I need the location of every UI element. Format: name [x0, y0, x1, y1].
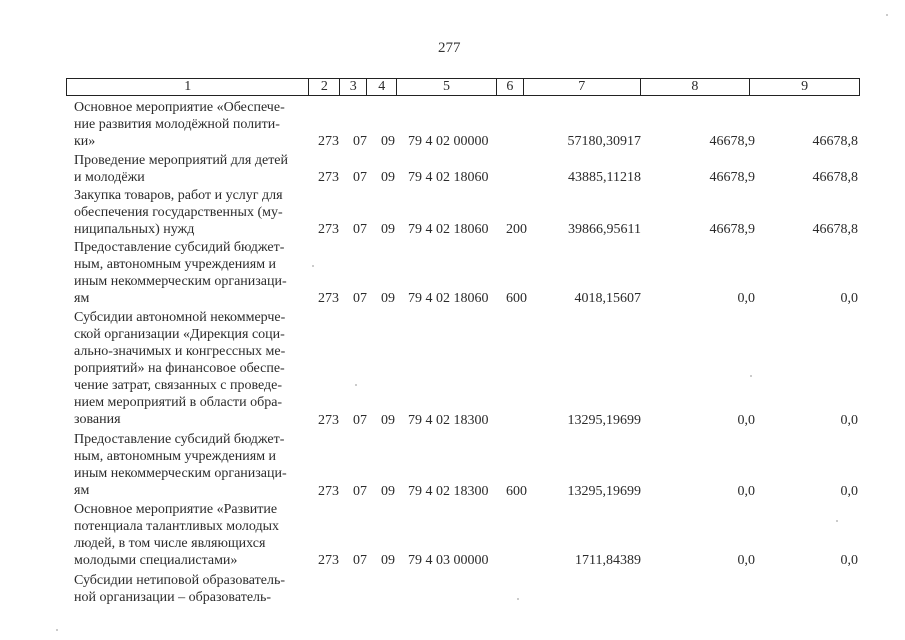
- cell-col-8: 46678,9: [709, 134, 755, 149]
- table-row-description: [74, 187, 310, 238]
- cell-col-3: 07: [353, 484, 367, 499]
- cell-col-9: 46678,8: [812, 222, 858, 237]
- description-line: ным, автономным учреждениям и: [74, 257, 277, 272]
- cell-col-9: 46678,8: [812, 170, 858, 185]
- cell-col-2: 273: [318, 134, 339, 149]
- cell-col-5: 79 4 03 00000: [408, 553, 489, 568]
- cell-col-2: 273: [318, 413, 339, 428]
- description-line: ной организации – образователь-: [74, 590, 272, 605]
- cell-col-4: 09: [381, 291, 395, 306]
- header-col-1: 1: [67, 79, 309, 95]
- description-line: зования: [74, 412, 121, 427]
- cell-col-9: 0,0: [840, 484, 858, 499]
- table-row-description: [74, 239, 310, 307]
- table-row-description: [74, 99, 310, 150]
- cell-col-2: 273: [318, 553, 339, 568]
- header-col-8: 8: [641, 79, 751, 95]
- description-line: Основное мероприятие «Развитие: [74, 502, 278, 517]
- header-col-7: 7: [524, 79, 641, 95]
- header-col-9: 9: [801, 79, 809, 94]
- cell-col-7: 13295,19699: [567, 413, 641, 428]
- table-row-description: [74, 572, 310, 606]
- cell-col-8: 46678,9: [709, 170, 755, 185]
- cell-col-7: 4018,15607: [574, 291, 641, 306]
- cell-col-3: 07: [353, 291, 367, 306]
- cell-col-4: 09: [381, 170, 395, 185]
- description-line: Субсидии автономной некоммерче-: [74, 310, 286, 325]
- cell-col-2: 273: [318, 170, 339, 185]
- cell-col-8: 0,0: [737, 291, 755, 306]
- scan-speck: [836, 520, 838, 522]
- cell-col-8: 46678,9: [709, 222, 755, 237]
- cell-col-9: 0,0: [840, 553, 858, 568]
- description-line: ным, автономным учреждениям и: [74, 449, 277, 464]
- cell-col-7: 1711,84389: [575, 553, 641, 568]
- cell-col-6: 600: [506, 291, 527, 306]
- description-line: ям: [74, 291, 90, 306]
- scan-speck: [56, 629, 58, 631]
- header-col-2: 2: [309, 79, 340, 95]
- header-col-5: 5: [397, 79, 497, 95]
- description-line: ям: [74, 483, 90, 498]
- cell-col-5: 79 4 02 18060: [408, 170, 489, 185]
- cell-col-4: 09: [381, 222, 395, 237]
- scan-speck: [750, 375, 752, 377]
- cell-col-7: 43885,11218: [568, 170, 641, 185]
- table-row-description: [74, 501, 310, 569]
- cell-col-7: 57180,30917: [567, 134, 641, 149]
- cell-col-2: 273: [318, 484, 339, 499]
- cell-col-3: 07: [353, 134, 367, 149]
- cell-col-7: 13295,19699: [567, 484, 641, 499]
- cell-col-4: 09: [381, 413, 395, 428]
- table-row-description: [74, 309, 310, 428]
- description-line: нием мероприятий в области обра-: [74, 395, 283, 410]
- description-line: роприятий» на финансовое обеспе-: [74, 361, 285, 376]
- cell-col-5: 79 4 02 18060: [408, 222, 489, 237]
- description-line: чение затрат, связанных с проведе-: [74, 378, 283, 393]
- description-line: людей, в том числе являющихся: [74, 536, 266, 551]
- cell-col-6: 200: [506, 222, 527, 237]
- scan-speck: [517, 598, 519, 600]
- cell-col-5: 79 4 02 18300: [408, 484, 489, 499]
- description-line: ние развития молодёжной полити-: [74, 117, 280, 132]
- cell-col-3: 07: [353, 553, 367, 568]
- table-row-description: [74, 152, 310, 186]
- description-line: Субсидии нетиповой образователь-: [74, 573, 285, 588]
- header-col-4: 4: [367, 79, 397, 95]
- cell-col-5: 79 4 02 00000: [408, 134, 489, 149]
- table-header-row: [66, 78, 860, 96]
- description-line: ской организации «Дирекция соци-: [74, 327, 285, 342]
- header-col-3: 3: [340, 79, 367, 95]
- cell-col-2: 273: [318, 222, 339, 237]
- description-line: Проведение мероприятий для детей: [74, 153, 289, 168]
- cell-col-3: 07: [353, 413, 367, 428]
- description-line: ниципальных) нужд: [74, 222, 195, 237]
- description-line: Предоставление субсидий бюджет-: [74, 432, 285, 447]
- cell-col-9: 0,0: [840, 291, 858, 306]
- description-line: молодыми специалистами»: [74, 553, 238, 568]
- cell-col-6: 600: [506, 484, 527, 499]
- cell-col-4: 09: [381, 484, 395, 499]
- description-line: и молодёжи: [74, 170, 145, 185]
- cell-col-8: 0,0: [737, 553, 755, 568]
- description-line: обеспечения государственных (му-: [74, 205, 283, 220]
- scan-speck: [355, 384, 357, 386]
- cell-col-8: 0,0: [737, 413, 755, 428]
- description-line: Предоставление субсидий бюджет-: [74, 240, 285, 255]
- scan-speck: [886, 14, 888, 16]
- cell-col-9: 0,0: [840, 413, 858, 428]
- scan-speck: [312, 265, 314, 267]
- cell-col-5: 79 4 02 18060: [408, 291, 489, 306]
- cell-col-4: 09: [381, 553, 395, 568]
- cell-col-5: 79 4 02 18300: [408, 413, 489, 428]
- description-line: Закупка товаров, работ и услуг для: [74, 188, 283, 203]
- cell-col-3: 07: [353, 222, 367, 237]
- description-line: иным некоммерческим организаци-: [74, 274, 287, 289]
- description-line: ально-значимых и конгрессных ме-: [74, 344, 286, 359]
- description-line: ки»: [74, 134, 96, 149]
- cell-col-7: 39866,95611: [568, 222, 641, 237]
- cell-col-4: 09: [381, 134, 395, 149]
- description-line: иным некоммерческим организаци-: [74, 466, 287, 481]
- description-line: Основное мероприятие «Обеспече-: [74, 100, 285, 115]
- cell-col-3: 07: [353, 170, 367, 185]
- cell-col-8: 0,0: [737, 484, 755, 499]
- table-row-description: [74, 431, 310, 499]
- cell-col-2: 273: [318, 291, 339, 306]
- page-number: 277: [438, 40, 461, 56]
- header-col-6: 6: [497, 79, 524, 95]
- description-line: потенциала талантливых молодых: [74, 519, 280, 534]
- cell-col-9: 46678,8: [812, 134, 858, 149]
